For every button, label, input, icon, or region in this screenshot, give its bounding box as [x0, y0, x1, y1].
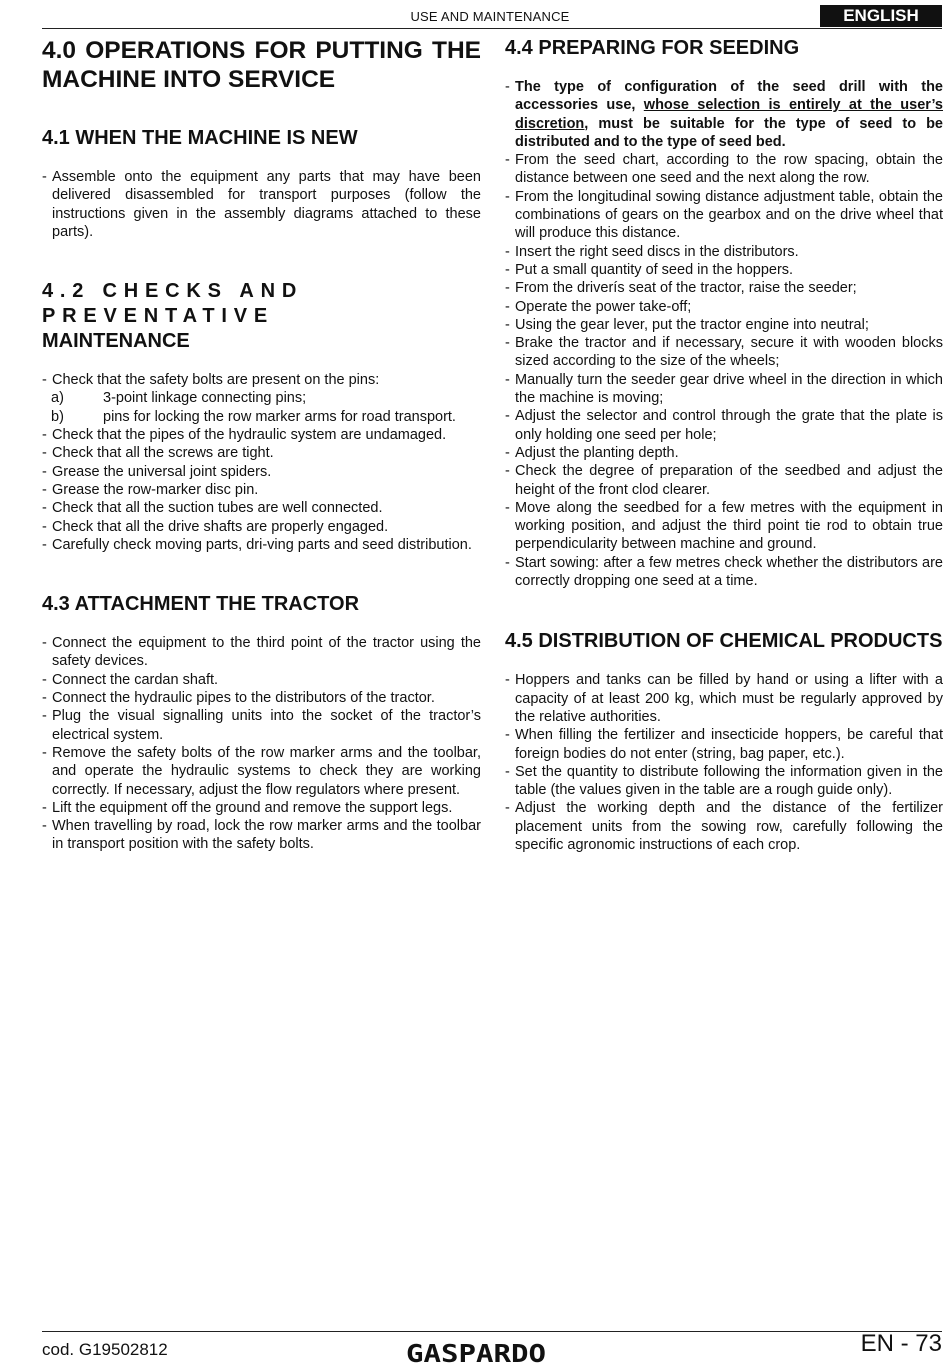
brand-logo: [405, 1340, 547, 1371]
list-item: - Carefully check moving parts, dri-ving parts and seed distribution.: [42, 536, 481, 554]
section-4-1-heading: 4.1 WHEN THE MACHINE IS NEW: [42, 127, 358, 149]
section-4-2-heading: [42, 279, 481, 354]
list-item: - Grease the universal joint spiders.: [42, 463, 481, 481]
document-code: cod. G19502812: [42, 1340, 168, 1359]
section-4-5-heading: 4.5 DISTRIBUTION OF CHEMICAL PRODUCTS: [505, 630, 943, 653]
list-item: - Adjust the planting depth.: [505, 444, 943, 462]
list-item: - Operate the power take-off;: [505, 298, 943, 316]
list-item: - When travelling by road, lock the row marker arms and the toolbar in transport position with the safety bolts.: [42, 817, 481, 854]
list-item: - Hoppers and tanks can be filled by hand or using a lifter with a capacity of at least 200 kg, which must be regularly approved by the relative authorities.: [505, 671, 943, 726]
section-4-4-list: [505, 78, 943, 590]
list-item: - From the longitudinal sowing distance adjustment table, obtain the combinations of gears on the gearbox and on the drive wheel that will produce this distance.: [505, 188, 943, 243]
left-column: [42, 36, 481, 854]
section-4-4-heading: 4.4 PREPARING FOR SEEDING: [505, 37, 800, 59]
section-4-2-list: [42, 371, 481, 389]
list-item: - From the seed chart, according to the row spacing, obtain the distance between one seed and the next along the row.: [505, 151, 943, 188]
list-item: - Set the quantity to distribute following the information given in the table (the values given in the table are a rough guide only).: [505, 763, 943, 800]
list-item: - Put a small quantity of seed in the hoppers.: [505, 261, 943, 279]
header-section-title: USE AND MAINTENANCE: [410, 9, 570, 24]
section-4-1-list: [42, 168, 481, 241]
list-item: - Plug the visual signalling units into the socket of the tractor’s electrical system.: [42, 707, 481, 744]
list-item: - Adjust the working depth and the distance of the fertilizer placement units from the sowing row, carefully following the specific agronomic instructions of each crop.: [505, 799, 943, 854]
list-item: - Check the degree of preparation of the seedbed and adjust the height of the front clod clearer.: [505, 462, 943, 499]
list-item: - Manually turn the seeder gear drive wheel in the direction in which the machine is moving;: [505, 371, 943, 408]
list-item: - Check that the safety bolts are present on the pins:: [42, 371, 481, 389]
section-4-2-heading-line2: MAINTENANCE: [42, 330, 190, 353]
section-4-5-list: [505, 671, 943, 854]
sub-item-marker: a): [51, 390, 64, 407]
emphasis-text: must be suitable for the type of seed to be distributed and to the type of seed bed.: [515, 115, 943, 150]
list-item-emphasis: [505, 78, 943, 151]
sub-item-text: 3-point linkage connecting pins;: [103, 390, 307, 407]
list-item: - Check that all the drive shafts are properly engaged.: [42, 518, 481, 536]
section-4-2-heading-line1: 4.2 CHECKS AND PREVENTATIVE: [42, 280, 304, 328]
header-divider: [42, 28, 942, 29]
emphasis-text: The type of configuration of the seed drill with the accessories use,: [515, 79, 943, 114]
sub-list-item: [51, 408, 481, 426]
list-item: - Lift the equipment off the ground and remove the support legs.: [42, 799, 481, 817]
list-item: - Assemble onto the equipment any parts that may have been delivered disassembled for transport purposes (follow the instructions given in the assembly diagrams attached to these parts).: [42, 168, 481, 241]
list-item: - Start sowing: after a few metres check whether the distributors are correctly dropping one seed at a time.: [505, 554, 943, 591]
sub-list-item: [51, 389, 481, 407]
brand-logo-text: GASPARDO: [406, 1340, 546, 1366]
list-item: - Connect the cardan shaft.: [42, 671, 481, 689]
chapter-title: 4.0 OPERATIONS FOR PUTTING THE MACHINE INTO SERVICE: [42, 37, 481, 93]
underlined-text: whose selection is entirely at the user’s discretion,: [515, 97, 943, 132]
section-4-2-list-continued: [42, 426, 481, 554]
list-item: - Insert the right seed discs in the distributors.: [505, 243, 943, 261]
list-item: - Connect the hydraulic pipes to the distributors of the tractor.: [42, 689, 481, 707]
list-item: - From the driverís seat of the tractor, raise the seeder;: [505, 279, 943, 297]
list-item: - Brake the tractor and if necessary, secure it with wooden blocks sized according to the size of the wheels;: [505, 334, 943, 371]
list-item: - Remove the safety bolts of the row marker arms and the toolbar, and operate the hydraulic systems to check they are working correctly. If necessary, adjust the flow regulators where present.: [42, 744, 481, 799]
sub-item-marker: b): [51, 408, 64, 425]
section-4-3-list: [42, 634, 481, 854]
language-badge: ENGLISH: [820, 5, 942, 27]
list-item: - Check that the pipes of the hydraulic system are undamaged.: [42, 426, 481, 444]
brand-logo-wordmark: [405, 1340, 547, 1366]
right-column: [505, 36, 943, 854]
section-4-2-sublist: [42, 389, 481, 426]
list-item: - Adjust the selector and control through the grate that the plate is only holding one seed per hole;: [505, 407, 943, 444]
list-item: - Connect the equipment to the third point of the tractor using the safety devices.: [42, 634, 481, 671]
footer-divider: [42, 1331, 942, 1332]
list-item: - Grease the row-marker disc pin.: [42, 481, 481, 499]
sub-item-text: pins for locking the row marker arms for road transport.: [103, 408, 456, 425]
list-item: - When filling the fertilizer and insecticide hoppers, be careful that foreign bodies do not enter (string, bag paper, etc.).: [505, 726, 943, 763]
page-number: EN - 73: [860, 1330, 942, 1357]
list-item: - Check that all the screws are tight.: [42, 444, 481, 462]
section-4-3-heading: 4.3 ATTACHMENT THE TRACTOR: [42, 593, 360, 616]
list-item: - Move along the seedbed for a few metres with the equipment in working position, and adjust the third point tie rod to obtain true perpendicularity between machine and ground.: [505, 499, 943, 554]
list-item: - Using the gear lever, put the tractor engine into neutral;: [505, 316, 943, 334]
list-item: - Check that all the suction tubes are well connected.: [42, 499, 481, 517]
